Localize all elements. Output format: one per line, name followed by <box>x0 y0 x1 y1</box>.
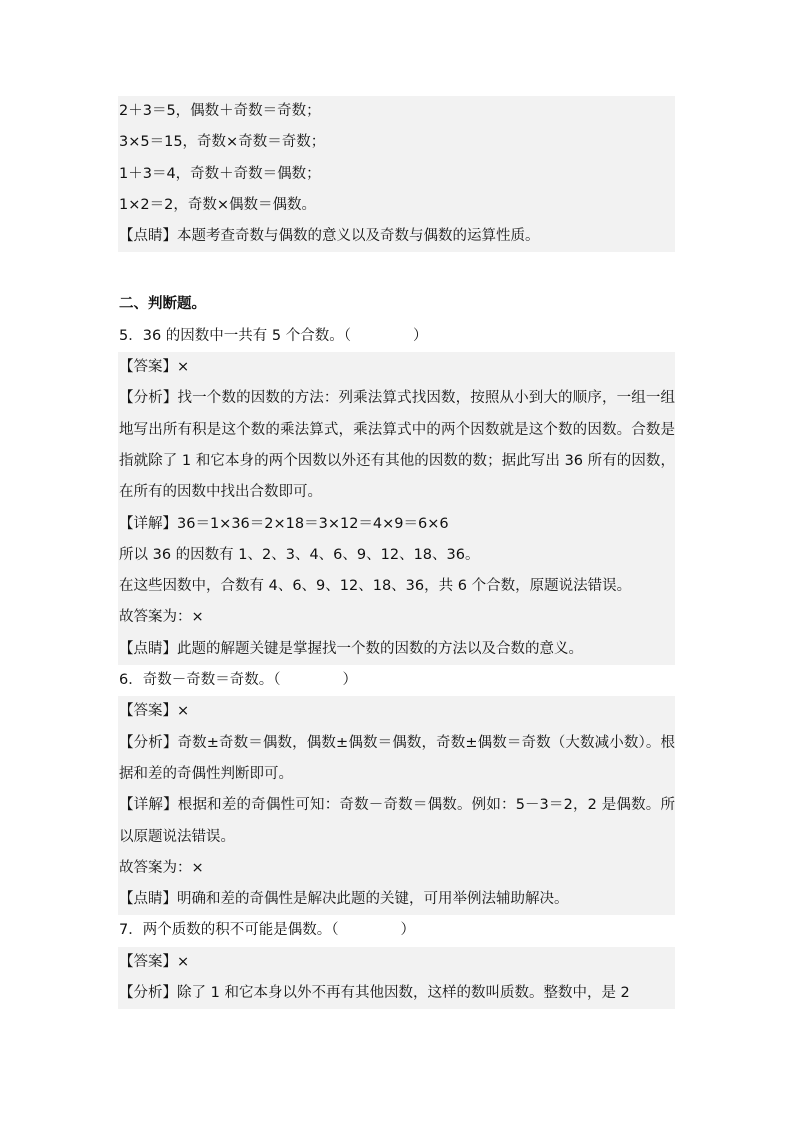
document-page <box>118 96 675 1009</box>
example-line-2: 3×5＝15，奇数×奇数＝奇数； <box>119 134 326 151</box>
question-6-text: 6．奇数－奇数＝奇数。（ <box>119 672 281 689</box>
solution-block-q7 <box>118 947 675 1010</box>
section-gap <box>118 252 675 289</box>
answer-line: 【答案】× <box>119 703 190 720</box>
detail-line-3: 在这些因数中，合数有 4、6、9、12、18、36，共 6 个合数，原题说法错误。 <box>119 578 632 595</box>
solution-block-q4-end <box>118 96 675 252</box>
tip-line: 【点睛】本题考查奇数与偶数的意义以及奇数与偶数的运算性质。 <box>119 228 540 245</box>
tip-line: 【点睛】此题的解题关键是掌握找一个数的因数的方法以及合数的意义。 <box>119 640 583 657</box>
answer-line: 【答案】× <box>119 359 190 376</box>
example-line-1: 2＋3＝5，偶数＋奇数＝奇数； <box>119 103 321 119</box>
conclusion-line: 故答案为：× <box>119 609 204 626</box>
detail-paragraph: 【详解】根据和差的奇偶性可知：奇数－奇数＝偶数。例如：5－3＝2，2 是偶数。所以原题说法错误。 <box>119 797 675 845</box>
tip-line: 【点睛】明确和差的奇偶性是解决此题的关键，可用举例法辅助解决。 <box>119 891 569 908</box>
question-6-end: ） <box>342 672 357 689</box>
example-line-3: 1＋3＝4，奇数＋奇数＝偶数； <box>119 165 321 182</box>
question-7-text: 7．两个质数的积不可能是偶数。（ <box>119 922 339 939</box>
question-5 <box>118 321 675 352</box>
conclusion-line: 故答案为：× <box>119 859 204 876</box>
question-5-text: 5．36 的因数中一共有 5 个合数。（ <box>119 327 351 344</box>
detail-line-2: 所以 36 的因数有 1、2、3、4、6、9、12、18、36。 <box>119 546 480 563</box>
question-5-end: ） <box>412 327 428 344</box>
question-7-end: ） <box>400 922 415 939</box>
solution-block-q5 <box>118 352 675 665</box>
analysis-paragraph: 【分析】奇数±奇数＝偶数，偶数±偶数＝偶数，奇数±偶数＝奇数（大数减小数）。根据和差的奇偶性判断即可。 <box>119 734 675 782</box>
analysis-paragraph: 【分析】找一个数的因数的方法：列乘法算式找因数，按照从小到大的顺序，一组一组地写出所有积是这个数的乘法算式，乘法算式中的两个因数就是这个数的因数。合数是指就除了 1 和它本身的两个因数以外还有其他的因数的数；据此写出 36 所有的因数，在所有的因数中找出合数即可。 <box>119 390 675 501</box>
question-7 <box>118 915 675 946</box>
section-heading: 二、判断题。 <box>119 296 206 313</box>
solution-block-q6 <box>118 696 675 915</box>
question-6 <box>118 665 675 696</box>
detail-line-1: 【详解】36＝1×36＝2×18＝3×12＝4×9＝6×6 <box>119 515 449 532</box>
example-line-4: 1×2＝2，奇数×偶数＝偶数。 <box>119 196 316 213</box>
answer-line: 【答案】× <box>119 953 190 970</box>
analysis-line: 【分析】除了 1 和它本身以外不再有其他因数，这样的数叫质数。整数中，是 2 <box>119 985 630 1002</box>
